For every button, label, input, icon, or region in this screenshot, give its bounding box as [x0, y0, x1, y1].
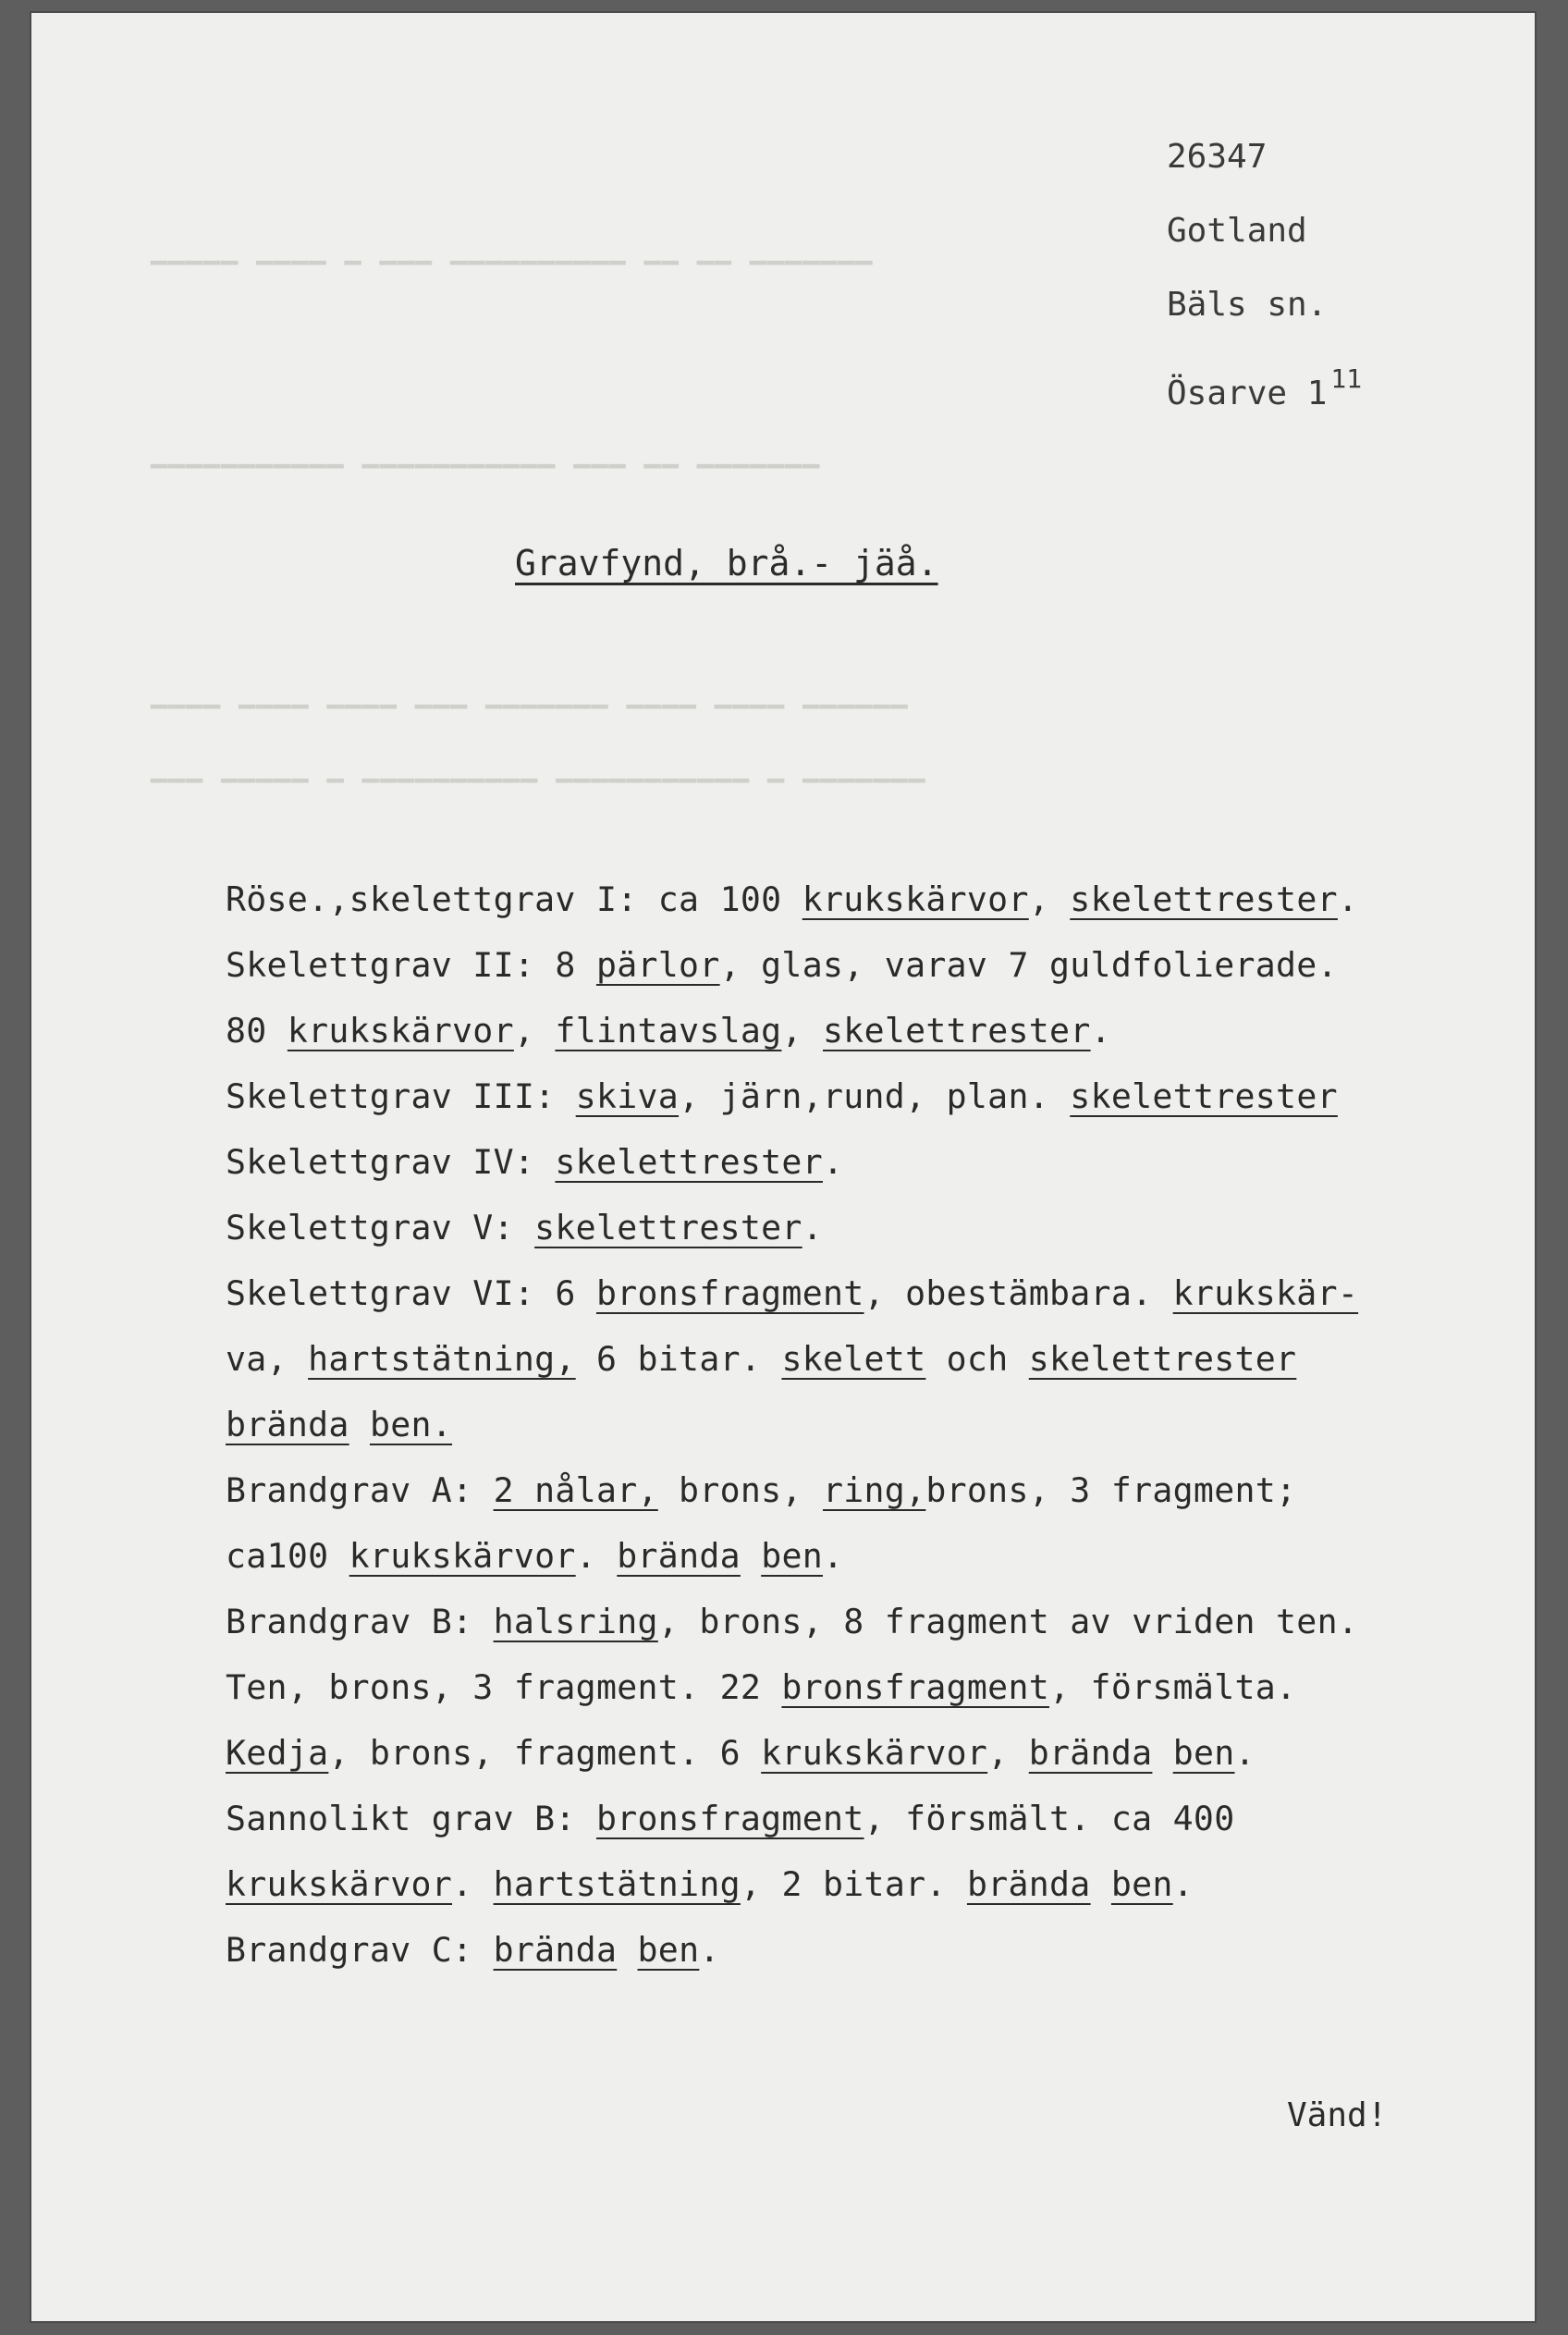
underlined-term: brända: [493, 1930, 618, 1970]
line-text: .: [699, 1930, 720, 1970]
line-text: ca100: [226, 1536, 349, 1576]
find-line: [226, 998, 1557, 1063]
underlined-term: brända: [617, 1536, 741, 1576]
line-text: , brons, fragment. 6: [328, 1733, 762, 1773]
line-text: ,: [1028, 879, 1071, 919]
underlined-term: ben: [1172, 1733, 1235, 1773]
underlined-term: bronsfragment: [781, 1667, 1049, 1707]
line-text: Ten, brons, 3 fragment. 22: [226, 1667, 782, 1707]
underlined-term: krukskärvor: [349, 1536, 576, 1576]
line-text: .: [1090, 1011, 1111, 1051]
underlined-term: flintavslag: [555, 1011, 782, 1051]
line-text: Skelettgrav II: 8: [226, 945, 596, 985]
parish: Bäls sn.: [1167, 286, 1328, 324]
bleed-through-text: ▁▁▁▁▁▁▁ ▁▁ ▁▁ ▁▁▁▁▁▁▁▁▁▁ ▁▁▁ ▁ ▁▁▁▁ ▁▁▁▁▁: [150, 233, 873, 265]
line-text: va,: [226, 1339, 309, 1379]
line-text: Brandgrav A:: [226, 1470, 494, 1510]
line-text: [1091, 1864, 1111, 1904]
line-text: ,: [781, 1011, 824, 1051]
find-line: [226, 932, 1557, 998]
line-text: .: [452, 1864, 494, 1904]
province: Gotland: [1167, 212, 1307, 250]
line-text: .: [823, 1536, 844, 1576]
underlined-term: brända: [226, 1405, 349, 1444]
find-line: [226, 1326, 1557, 1392]
line-text: [617, 1930, 637, 1970]
line-text: brons, 3 fragment;: [925, 1470, 1297, 1510]
line-text: .: [1337, 879, 1359, 919]
line-text: , obestämbara.: [864, 1273, 1173, 1313]
line-text: 80: [226, 1011, 288, 1051]
line-text: , försmält. ca 400: [864, 1799, 1235, 1838]
find-line: [226, 1523, 1557, 1589]
line-text: .: [1172, 1864, 1194, 1904]
underlined-term: krukskärvor: [802, 879, 1029, 919]
underlined-term: hartstätning,: [308, 1339, 576, 1379]
find-line: [226, 1654, 1557, 1720]
find-line: [226, 866, 1557, 932]
underlined-term: skelett: [781, 1339, 926, 1379]
line-text: [1152, 1733, 1172, 1773]
find-line: [226, 1917, 1557, 1983]
find-list: [226, 866, 1557, 1983]
find-line: [226, 1851, 1557, 1917]
line-text: .: [575, 1536, 618, 1576]
line-text: [349, 1405, 370, 1444]
find-line: [226, 1589, 1557, 1654]
find-line: [226, 1260, 1557, 1326]
underlined-term: ring,: [822, 1470, 926, 1510]
line-text: .: [802, 1208, 823, 1247]
line-text: Brandgrav C:: [226, 1930, 494, 1970]
inventory-number: 26347: [1167, 138, 1268, 176]
line-text: , järn,rund, plan.: [679, 1076, 1071, 1116]
line-text: brons,: [657, 1470, 823, 1510]
line-text: [741, 1536, 761, 1576]
find-line: [226, 1063, 1557, 1129]
underlined-term: brända: [1028, 1733, 1153, 1773]
place-name: Ösarve 1 $^{11}$: [1167, 363, 1363, 412]
line-text: Sannolikt grav B:: [226, 1799, 596, 1838]
underlined-term: Kedja: [226, 1733, 329, 1773]
find-line: [226, 1720, 1557, 1786]
underlined-term: pärlor: [595, 945, 720, 985]
line-text: Skelettgrav VI: 6: [226, 1273, 596, 1313]
place-superscript: 11: [1330, 363, 1363, 394]
underlined-term: halsring: [493, 1602, 658, 1641]
line-text: , brons, 8 fragment av vriden ten.: [657, 1602, 1359, 1641]
line-text: ,: [987, 1733, 1029, 1773]
bleed-through-text: ▁▁▁▁▁▁▁ ▁▁ ▁▁▁ ▁▁▁▁▁▁▁▁▁▁▁ ▁▁▁▁▁▁▁▁▁▁▁: [150, 436, 820, 469]
underlined-term: ben.: [369, 1405, 453, 1444]
document-page: [30, 11, 1537, 2323]
catalogue-header: [1167, 120, 1362, 431]
line-text: Röse.,skelettgrav I: ca 100: [226, 879, 802, 919]
bleed-through-text: ▁▁▁▁▁▁ ▁▁▁▁ ▁▁▁▁ ▁▁▁▁▁▁▁ ▁▁▁ ▁▁▁▁ ▁▁▁▁ ▁▁▁▁: [150, 677, 908, 709]
find-line: [226, 1129, 1557, 1195]
underlined-term: bronsfragment: [595, 1799, 864, 1838]
underlined-term: skelettrester: [1070, 879, 1338, 919]
underlined-term: krukskärvor: [226, 1864, 453, 1904]
underlined-term: skiva: [575, 1076, 680, 1116]
turn-over-note: Vänd!: [1287, 2096, 1388, 2134]
find-line: [226, 1786, 1557, 1851]
underlined-term: ben: [761, 1536, 824, 1576]
underlined-term: skelettrester: [1070, 1076, 1338, 1116]
underlined-term: brända: [966, 1864, 1091, 1904]
underlined-term: ben: [1110, 1864, 1173, 1904]
underlined-term: hartstätning: [493, 1864, 741, 1904]
underlined-term: skelettrester: [555, 1142, 823, 1182]
underlined-term: skelettrester: [823, 1011, 1091, 1051]
line-text: , glas, varav 7 guldfolierade.: [719, 945, 1338, 985]
line-text: ,: [513, 1011, 556, 1051]
underlined-term: bronsfragment: [595, 1273, 864, 1313]
line-text: , 2 bitar.: [740, 1864, 967, 1904]
underlined-term: krukskärvor: [287, 1011, 514, 1051]
underlined-term: krukskär-: [1172, 1273, 1359, 1313]
find-line: [226, 1392, 1557, 1457]
line-text: .: [1234, 1733, 1256, 1773]
document-title: Gravfynd, brå.- jäå.: [515, 543, 938, 584]
find-line: [226, 1457, 1557, 1523]
underlined-term: skelettrester: [1028, 1339, 1297, 1379]
bleed-through-text: ▁▁▁▁▁▁▁ ▁ ▁▁▁▁▁▁▁▁▁▁▁ ▁▁▁▁▁▁▁▁▁▁ ▁ ▁▁▁▁▁ ▁▁▁: [150, 751, 925, 783]
line-text: Skelettgrav III:: [226, 1076, 576, 1116]
underlined-term: 2 nålar,: [493, 1470, 658, 1510]
underlined-term: ben: [637, 1930, 700, 1970]
find-line: [226, 1195, 1557, 1260]
underlined-term: skelettrester: [534, 1208, 802, 1247]
line-text: , försmälta.: [1049, 1667, 1297, 1707]
line-text: 6 bitar.: [575, 1339, 782, 1379]
line-text: .: [822, 1142, 844, 1182]
line-text: Skelettgrav IV:: [226, 1142, 556, 1182]
line-text: Skelettgrav V:: [226, 1208, 535, 1247]
line-text: och: [925, 1339, 1029, 1379]
underlined-term: krukskärvor: [761, 1733, 988, 1773]
line-text: Brandgrav B:: [226, 1602, 494, 1641]
